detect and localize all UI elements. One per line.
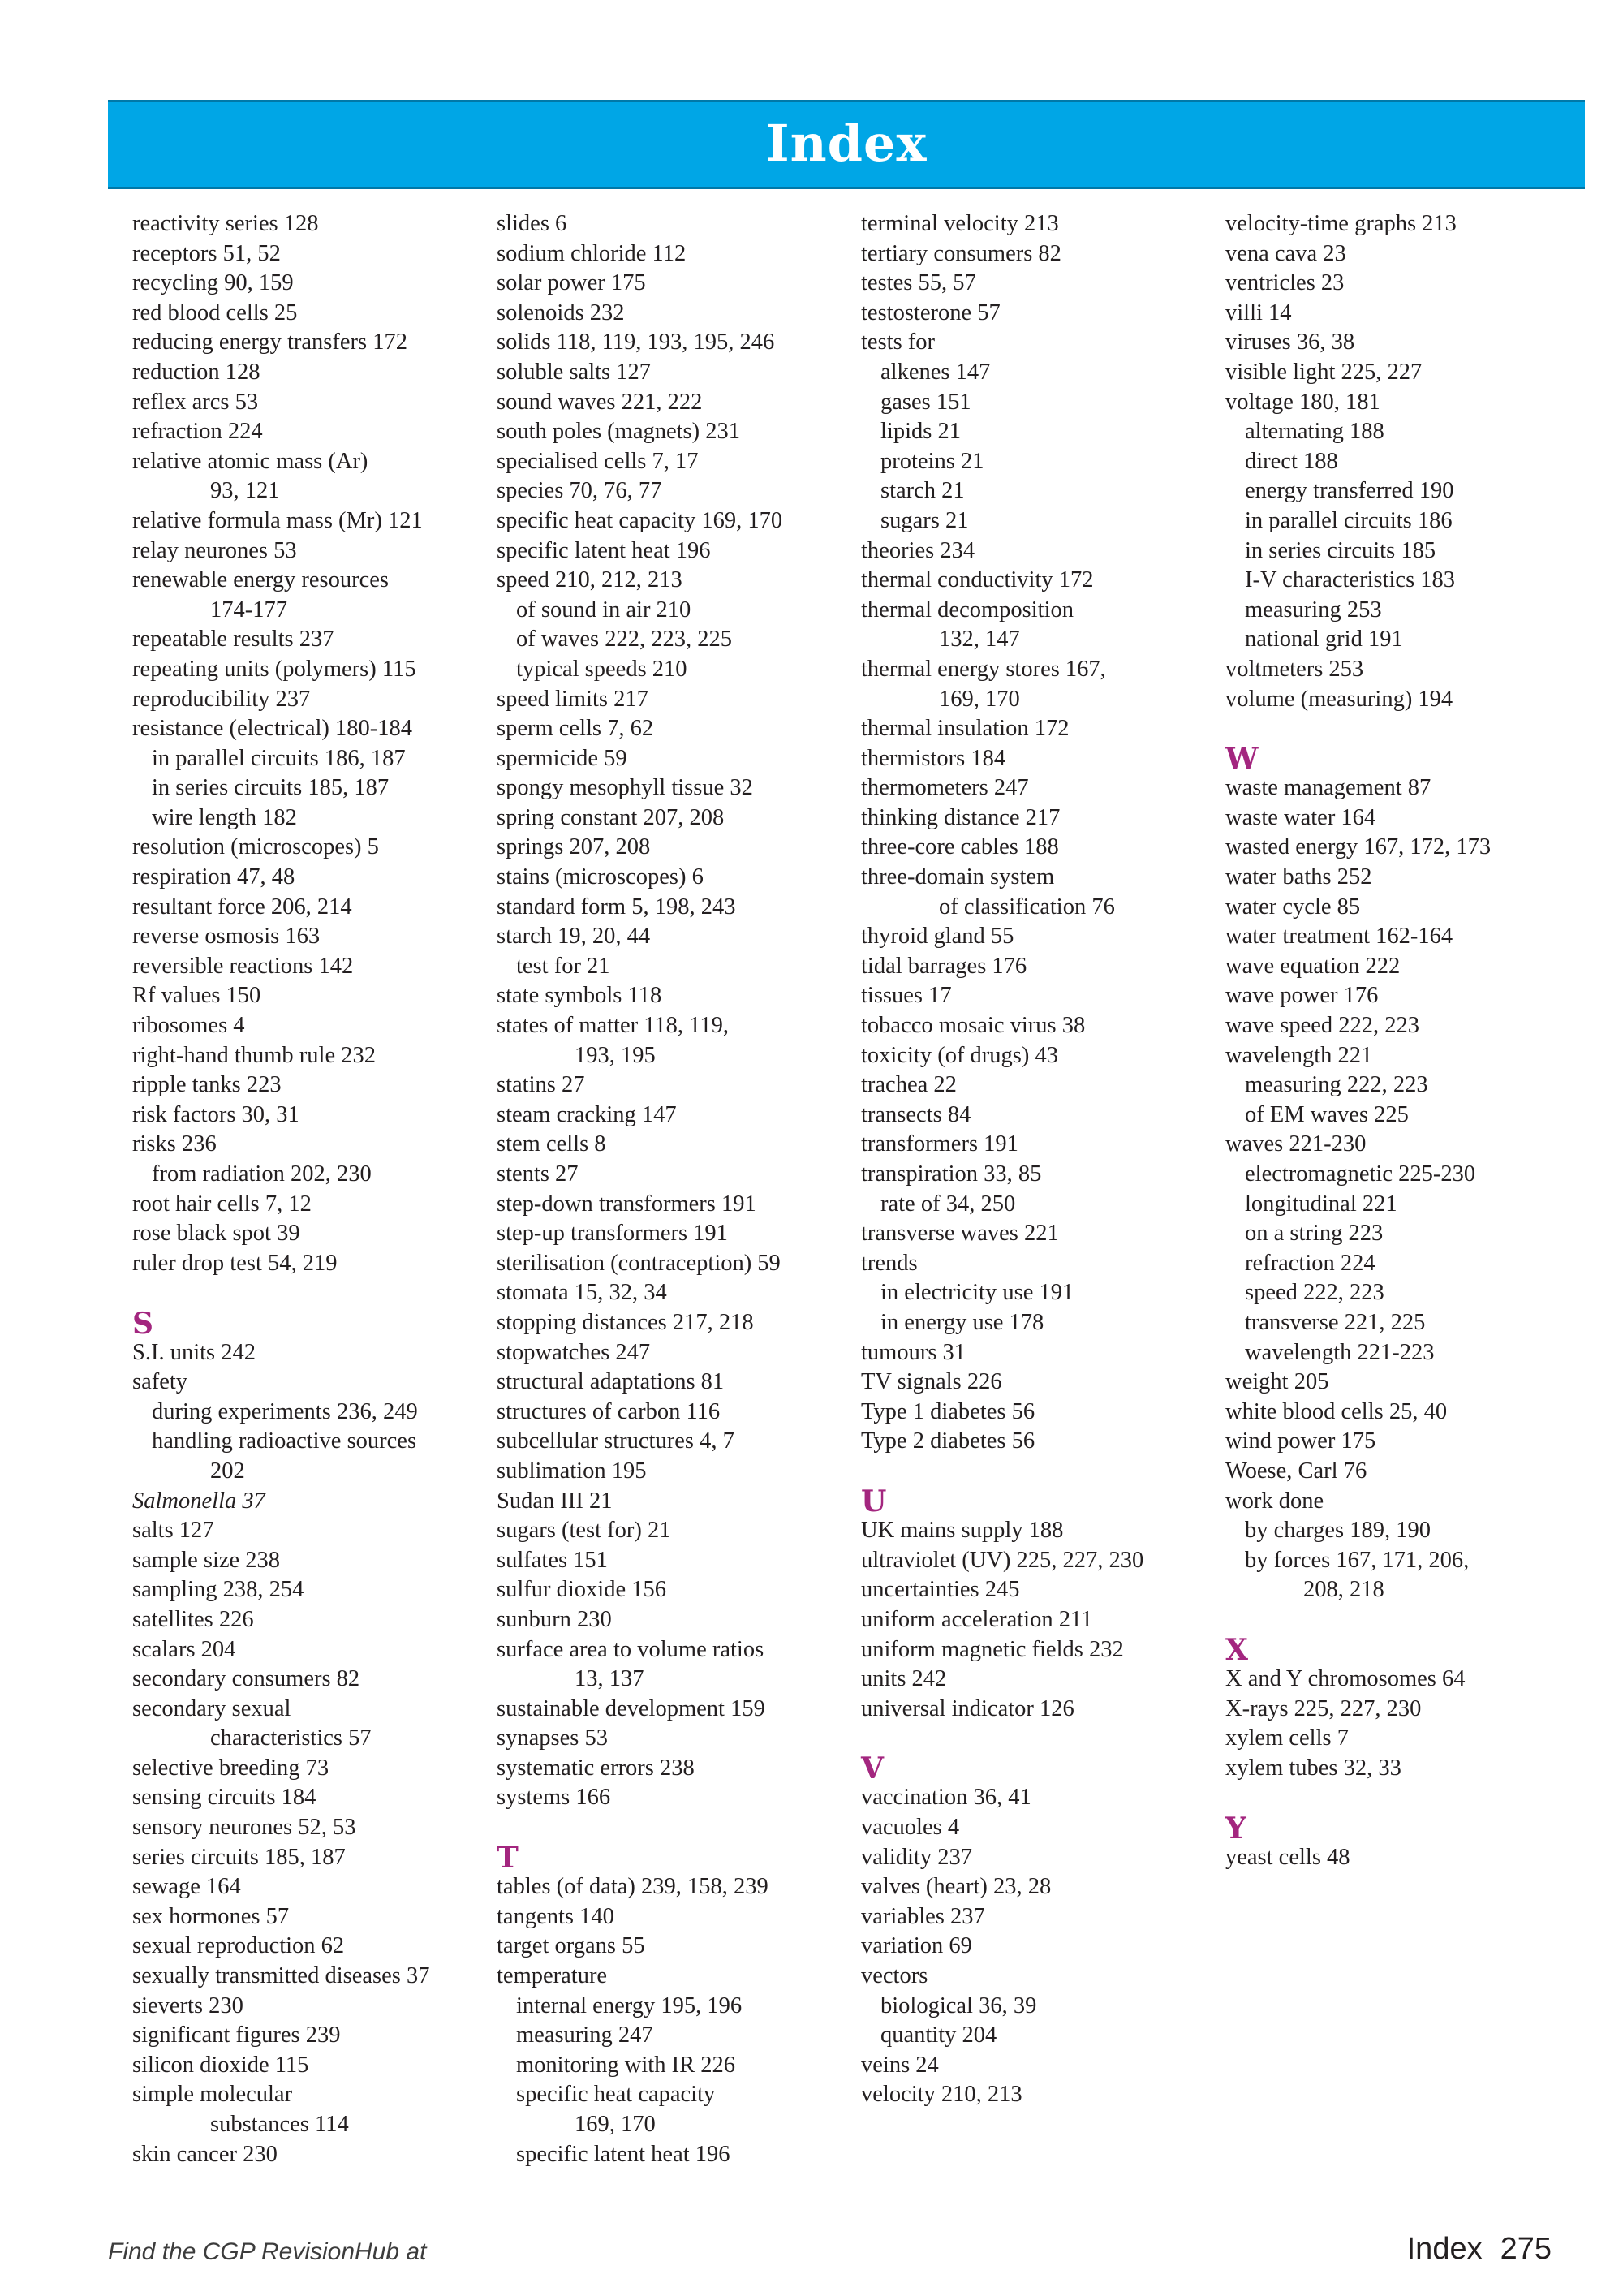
index-entry: target organs 55: [497, 1933, 645, 1959]
index-title-banner: [108, 100, 1585, 189]
index-column-4: [1225, 209, 1582, 1872]
index-subentry: measuring 253: [1245, 597, 1382, 622]
index-subentry: quantity 204: [880, 2022, 997, 2048]
index-entry: X and Y chromosomes 64: [1225, 1666, 1466, 1692]
index-subentry: in parallel circuits 186: [1245, 507, 1453, 533]
index-subentry: electromagnetic 225-230: [1245, 1161, 1476, 1187]
index-entry: waste water 164: [1225, 804, 1376, 830]
index-entry: wavelength 221: [1225, 1042, 1373, 1068]
index-entry: springs 207, 208: [497, 834, 651, 860]
index-entry: wave power 176: [1225, 983, 1379, 1009]
index-entry: voltmeters 253: [1225, 656, 1364, 682]
index-entry: ruler drop test 54, 219: [132, 1250, 338, 1276]
index-entry: sampling 238, 254: [132, 1577, 304, 1603]
index-subentry: in electricity use 191: [880, 1280, 1074, 1306]
index-entry: Sudan III 21: [497, 1488, 613, 1514]
index-entry: uncertainties 245: [861, 1577, 1020, 1603]
index-entry: velocity 210, 213: [861, 2082, 1022, 2108]
letter-heading-row: [861, 1751, 1218, 1786]
index-entry: state symbols 118: [497, 983, 662, 1009]
index-subentry: national grid 191: [1245, 627, 1403, 653]
index-entry: thermometers 247: [861, 775, 1029, 801]
index-subentry: measuring 247: [516, 2022, 653, 2048]
index-entry: steam cracking 147: [497, 1101, 677, 1127]
index-continuation: 202: [210, 1458, 245, 1484]
letter-heading: Y: [1225, 1811, 1246, 1846]
index-entry: tables (of data) 239, 158, 239: [497, 1874, 768, 1900]
index-entry: thyroid gland 55: [861, 924, 1014, 950]
index-entry: secondary sexual: [132, 1695, 291, 1721]
index-entry: tidal barrages 176: [861, 953, 1027, 979]
index-entry: X-rays 225, 227, 230: [1225, 1695, 1422, 1721]
index-entry: theories 234: [861, 537, 975, 563]
index-entry: refraction 224: [132, 419, 263, 445]
index-entry: sulfur dioxide 156: [497, 1577, 666, 1603]
index-entry: root hair cells 7, 12: [132, 1191, 312, 1217]
section-spacer: [861, 1457, 1218, 1487]
index-entry: thermal decomposition: [861, 597, 1074, 622]
index-continuation: 174-177: [210, 597, 287, 622]
index-entry: resolution (microscopes) 5: [132, 834, 379, 860]
index-entry: Type 1 diabetes 56: [861, 1398, 1035, 1424]
index-entry: renewable energy resources: [132, 567, 389, 593]
index-subentry: of sound in air 210: [516, 597, 691, 622]
index-subentry: alkenes 147: [880, 359, 991, 385]
index-subentry: test for 21: [516, 953, 610, 979]
section-spacer: [132, 1278, 489, 1308]
index-entry: specific heat capacity 169, 170: [497, 507, 783, 533]
index-entry: sewage 164: [132, 1874, 241, 1900]
index-entry: thermistors 184: [861, 745, 1006, 771]
index-entry: rose black spot 39: [132, 1221, 300, 1247]
index-continuation: 132, 147: [939, 627, 1020, 653]
index-entry: UK mains supply 188: [861, 1518, 1064, 1544]
footer-page-info: [1407, 2232, 1552, 2267]
index-subentry: from radiation 202, 230: [152, 1161, 372, 1187]
index-entry: universal indicator 126: [861, 1695, 1074, 1721]
letter-heading-row: [1225, 1811, 1582, 1846]
index-continuation: of classification 76: [939, 894, 1115, 920]
letter-heading-row: [1225, 1633, 1582, 1668]
index-entry: weight 205: [1225, 1369, 1329, 1395]
index-subentry: transverse 221, 225: [1245, 1309, 1426, 1335]
index-subentry: wire length 182: [152, 804, 297, 830]
index-entry: trends: [861, 1250, 918, 1276]
index-entry: starch 19, 20, 44: [497, 924, 651, 950]
index-entry: vaccination 36, 41: [861, 1785, 1031, 1811]
index-entry: villi 14: [1225, 299, 1292, 325]
index-entry: uniform acceleration 211: [861, 1606, 1093, 1632]
index-entry: water cycle 85: [1225, 894, 1361, 920]
index-subentry: specific heat capacity: [516, 2082, 716, 2108]
index-subentry: in series circuits 185: [1245, 537, 1436, 563]
section-spacer: [497, 1813, 854, 1843]
index-entry: ribosomes 4: [132, 1013, 245, 1039]
index-entry: stains (microscopes) 6: [497, 864, 704, 890]
index-entry: yeast cells 48: [1225, 1844, 1350, 1870]
index-entry: vectors: [861, 1963, 928, 1989]
index-entry: thinking distance 217: [861, 804, 1061, 830]
index-entry: wave speed 222, 223: [1225, 1013, 1420, 1039]
index-column-1: [132, 209, 489, 2169]
index-entry: water treatment 162-164: [1225, 924, 1453, 950]
index-entry: step-down transformers 191: [497, 1191, 756, 1217]
index-subentry: of waves 222, 223, 225: [516, 627, 732, 653]
index-entry: transects 84: [861, 1101, 971, 1127]
footer-revisionhub-text: Find the CGP RevisionHub at: [108, 2238, 427, 2265]
index-entry: relative atomic mass (Ar): [132, 448, 368, 474]
letter-heading-row: [132, 1306, 489, 1341]
index-subentry: wavelength 221-223: [1245, 1339, 1435, 1365]
index-entry: ripple tanks 223: [132, 1072, 282, 1098]
letter-heading: T: [497, 1841, 519, 1876]
index-entry: waves 221-230: [1225, 1131, 1367, 1157]
index-entry: trachea 22: [861, 1072, 957, 1098]
index-entry: TV signals 226: [861, 1369, 1002, 1395]
index-entry: variation 69: [861, 1933, 972, 1959]
index-entry: Type 2 diabetes 56: [861, 1428, 1035, 1454]
index-entry: spring constant 207, 208: [497, 804, 725, 830]
index-subentry: starch 21: [880, 478, 965, 504]
index-entry: systems 166: [497, 1785, 611, 1811]
index-entry: soluble salts 127: [497, 359, 651, 385]
index-entry: transverse waves 221: [861, 1221, 1059, 1247]
index-continuation: 208, 218: [1303, 1577, 1384, 1603]
index-entry: variables 237: [861, 1903, 985, 1929]
letter-heading: V: [861, 1751, 884, 1786]
section-spacer: [1225, 714, 1582, 744]
index-entry: three-domain system: [861, 864, 1055, 890]
index-continuation: 169, 170: [939, 686, 1020, 712]
index-entry: testes 55, 57: [861, 270, 976, 296]
footer-section-label: Index: [1406, 2232, 1483, 2266]
index-entry: red blood cells 25: [132, 299, 298, 325]
index-entry: sugars (test for) 21: [497, 1518, 671, 1544]
index-entry: scalars 204: [132, 1636, 236, 1662]
index-entry: spongy mesophyll tissue 32: [497, 775, 753, 801]
letter-heading: U: [861, 1484, 887, 1519]
index-entry: wave equation 222: [1225, 953, 1401, 979]
index-entry: south poles (magnets) 231: [497, 419, 741, 445]
index-subentry: alternating 188: [1245, 419, 1384, 445]
index-entry: uniform magnetic fields 232: [861, 1636, 1124, 1662]
index-entry: sieverts 230: [132, 1992, 243, 2018]
index-entry: veins 24: [861, 2052, 939, 2078]
index-subentry: on a string 223: [1245, 1221, 1384, 1247]
index-entry: risk factors 30, 31: [132, 1101, 299, 1127]
index-subentry: in energy use 178: [880, 1309, 1044, 1335]
index-entry: secondary consumers 82: [132, 1666, 360, 1692]
index-subentry: refraction 224: [1245, 1250, 1375, 1276]
index-entry: transpiration 33, 85: [861, 1161, 1042, 1187]
section-spacer: [861, 1724, 1218, 1754]
index-continuation: 13, 137: [575, 1666, 644, 1692]
index-entry: structures of carbon 116: [497, 1398, 721, 1424]
page-title: Index: [765, 114, 928, 173]
letter-heading: X: [1225, 1633, 1248, 1668]
index-subentry: by forces 167, 171, 206,: [1245, 1547, 1470, 1573]
index-entry: sulfates 151: [497, 1547, 608, 1573]
page-number: 275: [1500, 2232, 1552, 2266]
index-subentry: monitoring with IR 226: [516, 2052, 735, 2078]
index-entry: temperature: [497, 1963, 608, 1989]
index-entry: toxicity (of drugs) 43: [861, 1042, 1059, 1068]
index-entry: solar power 175: [497, 270, 646, 296]
index-entry: risks 236: [132, 1131, 217, 1157]
index-subentry: measuring 222, 223: [1245, 1072, 1428, 1098]
index-entry: reverse osmosis 163: [132, 924, 321, 950]
index-continuation: characteristics 57: [210, 1725, 372, 1751]
index-subentry: longitudinal 221: [1245, 1191, 1397, 1217]
index-entry: states of matter 118, 119,: [497, 1013, 729, 1039]
index-entry: slides 6: [497, 211, 567, 236]
index-entry: terminal velocity 213: [861, 211, 1059, 236]
index-entry: sex hormones 57: [132, 1903, 290, 1929]
index-entry: stopping distances 217, 218: [497, 1309, 754, 1335]
index-entry: Rf values 150: [132, 983, 261, 1009]
index-entry: sensory neurones 52, 53: [132, 1815, 356, 1841]
index-subentry: of EM waves 225: [1245, 1101, 1409, 1127]
index-entry: validity 237: [861, 1844, 972, 1870]
index-entry: structural adaptations 81: [497, 1369, 725, 1395]
index-entry: reactivity series 128: [132, 211, 319, 236]
index-subentry: sugars 21: [880, 507, 969, 533]
letter-heading: W: [1225, 742, 1259, 777]
index-entry: synapses 53: [497, 1725, 608, 1751]
index-entry: reversible reactions 142: [132, 953, 354, 979]
index-entry: sustainable development 159: [497, 1695, 765, 1721]
index-entry: selective breeding 73: [132, 1755, 329, 1781]
index-subentry: direct 188: [1245, 448, 1338, 474]
index-entry: significant figures 239: [132, 2022, 341, 2048]
index-entry: speed 210, 212, 213: [497, 567, 682, 593]
index-entry: white blood cells 25, 40: [1225, 1398, 1448, 1424]
index-column-3: [861, 209, 1218, 2110]
index-subentry: handling radioactive sources: [152, 1428, 417, 1454]
index-continuation: 93, 121: [210, 478, 280, 504]
index-entry: reflex arcs 53: [132, 389, 259, 415]
index-entry: tumours 31: [861, 1339, 966, 1365]
index-entry: simple molecular: [132, 2082, 293, 2108]
index-subentry: rate of 34, 250: [880, 1191, 1016, 1217]
index-entry: right-hand thumb rule 232: [132, 1042, 376, 1068]
index-subentry: in parallel circuits 186, 187: [152, 745, 406, 771]
index-entry: subcellular structures 4, 7: [497, 1428, 734, 1454]
index-subentry: energy transferred 190: [1245, 478, 1454, 504]
index-subentry: I-V characteristics 183: [1245, 567, 1456, 593]
index-entry: tangents 140: [497, 1903, 614, 1929]
index-continuation: 193, 195: [575, 1042, 656, 1068]
index-entry: ultraviolet (UV) 225, 227, 230: [861, 1547, 1144, 1573]
index-entry: units 242: [861, 1666, 947, 1692]
index-entry: sodium chloride 112: [497, 240, 687, 266]
index-subentry: typical speeds 210: [516, 656, 687, 682]
index-entry: salts 127: [132, 1518, 214, 1544]
index-entry: transformers 191: [861, 1131, 1018, 1157]
index-column-2: [497, 209, 854, 2169]
index-subentry: in series circuits 185, 187: [152, 775, 390, 801]
index-entry: thermal conductivity 172: [861, 567, 1094, 593]
index-entry: respiration 47, 48: [132, 864, 295, 890]
index-entry: wind power 175: [1225, 1428, 1376, 1454]
index-entry: sperm cells 7, 62: [497, 716, 654, 742]
index-entry: specialised cells 7, 17: [497, 448, 699, 474]
index-entry: S.I. units 242: [132, 1339, 256, 1365]
section-spacer: [1225, 1783, 1582, 1813]
index-entry: Salmonella 37: [132, 1488, 265, 1514]
index-entry: stopwatches 247: [497, 1339, 651, 1365]
index-subentry: speed 222, 223: [1245, 1280, 1384, 1306]
index-subentry: biological 36, 39: [880, 1992, 1037, 2018]
index-entry: relative formula mass (Mr) 121: [132, 507, 423, 533]
index-entry: voltage 180, 181: [1225, 389, 1380, 415]
index-entry: repeatable results 237: [132, 627, 334, 653]
index-entry: receptors 51, 52: [132, 240, 281, 266]
index-subentry: lipids 21: [880, 419, 961, 445]
index-entry: solenoids 232: [497, 299, 625, 325]
index-entry: thermal insulation 172: [861, 716, 1070, 742]
index-entry: sexually transmitted diseases 37: [132, 1963, 430, 1989]
index-entry: satellites 226: [132, 1606, 254, 1632]
index-entry: stents 27: [497, 1161, 579, 1187]
index-entry: systematic errors 238: [497, 1755, 695, 1781]
letter-heading-row: [1225, 742, 1582, 777]
index-entry: water baths 252: [1225, 864, 1372, 890]
index-entry: tertiary consumers 82: [861, 240, 1061, 266]
index-entry: relay neurones 53: [132, 537, 297, 563]
index-entry: reducing energy transfers 172: [132, 330, 407, 355]
index-entry: valves (heart) 23, 28: [861, 1874, 1052, 1900]
index-entry: resultant force 206, 214: [132, 894, 352, 920]
index-entry: work done: [1225, 1488, 1324, 1514]
index-subentry: internal energy 195, 196: [516, 1992, 743, 2018]
index-continuation: 169, 170: [575, 2112, 656, 2137]
index-subentry: by charges 189, 190: [1245, 1518, 1431, 1544]
index-entry: tobacco mosaic virus 38: [861, 1013, 1086, 1039]
index-entry: waste management 87: [1225, 775, 1431, 801]
index-entry: vena cava 23: [1225, 240, 1346, 266]
index-entry: standard form 5, 198, 243: [497, 894, 736, 920]
index-entry: tissues 17: [861, 983, 952, 1009]
index-entry: volume (measuring) 194: [1225, 686, 1453, 712]
index-entry: sublimation 195: [497, 1458, 647, 1484]
index-entry: recycling 90, 159: [132, 270, 294, 296]
index-subentry: gases 151: [880, 389, 971, 415]
index-subentry: proteins 21: [880, 448, 984, 474]
index-entry: visible light 225, 227: [1225, 359, 1423, 385]
index-entry: sensing circuits 184: [132, 1785, 316, 1811]
index-entry: velocity-time graphs 213: [1225, 211, 1457, 236]
index-entry: stem cells 8: [497, 1131, 606, 1157]
index-entry: vacuoles 4: [861, 1815, 960, 1841]
index-entry: reduction 128: [132, 359, 260, 385]
index-entry: thermal energy stores 167,: [861, 656, 1106, 682]
index-entry: Woese, Carl 76: [1225, 1458, 1367, 1484]
index-entry: sexual reproduction 62: [132, 1933, 345, 1959]
index-entry: series circuits 185, 187: [132, 1844, 346, 1870]
index-entry: three-core cables 188: [861, 834, 1059, 860]
index-subentry: specific latent heat 196: [516, 2141, 730, 2167]
index-entry: sterilisation (contraception) 59: [497, 1250, 781, 1276]
index-entry: surface area to volume ratios: [497, 1636, 764, 1662]
letter-heading: S: [132, 1306, 153, 1341]
index-entry: sound waves 221, 222: [497, 389, 703, 415]
index-entry: stomata 15, 32, 34: [497, 1280, 667, 1306]
index-entry: ventricles 23: [1225, 270, 1345, 296]
index-entry: tests for: [861, 330, 936, 355]
index-entry: silicon dioxide 115: [132, 2052, 309, 2078]
index-entry: repeating units (polymers) 115: [132, 656, 416, 682]
index-entry: speed limits 217: [497, 686, 648, 712]
letter-heading-row: [497, 1841, 854, 1876]
index-entry: spermicide 59: [497, 745, 627, 771]
index-entry: specific latent heat 196: [497, 537, 711, 563]
index-entry: sample size 238: [132, 1547, 281, 1573]
index-entry: statins 27: [497, 1072, 585, 1098]
index-entry: step-up transformers 191: [497, 1221, 728, 1247]
letter-heading-row: [861, 1484, 1218, 1519]
index-entry: sunburn 230: [497, 1606, 612, 1632]
index-entry: wasted energy 167, 172, 173: [1225, 834, 1492, 860]
index-entry: safety: [132, 1369, 188, 1395]
index-entry: resistance (electrical) 180-184: [132, 716, 412, 742]
index-entry: xylem tubes 32, 33: [1225, 1755, 1401, 1781]
index-entry: solids 118, 119, 193, 195, 246: [497, 330, 775, 355]
index-entry: reproducibility 237: [132, 686, 311, 712]
index-entry: species 70, 76, 77: [497, 478, 662, 504]
index-subentry: during experiments 236, 249: [152, 1398, 418, 1424]
index-continuation: substances 114: [210, 2112, 349, 2137]
index-entry: xylem cells 7: [1225, 1725, 1349, 1751]
index-entry: viruses 36, 38: [1225, 330, 1355, 355]
section-spacer: [1225, 1605, 1582, 1635]
index-entry: skin cancer 230: [132, 2141, 278, 2167]
index-entry: testosterone 57: [861, 299, 1001, 325]
